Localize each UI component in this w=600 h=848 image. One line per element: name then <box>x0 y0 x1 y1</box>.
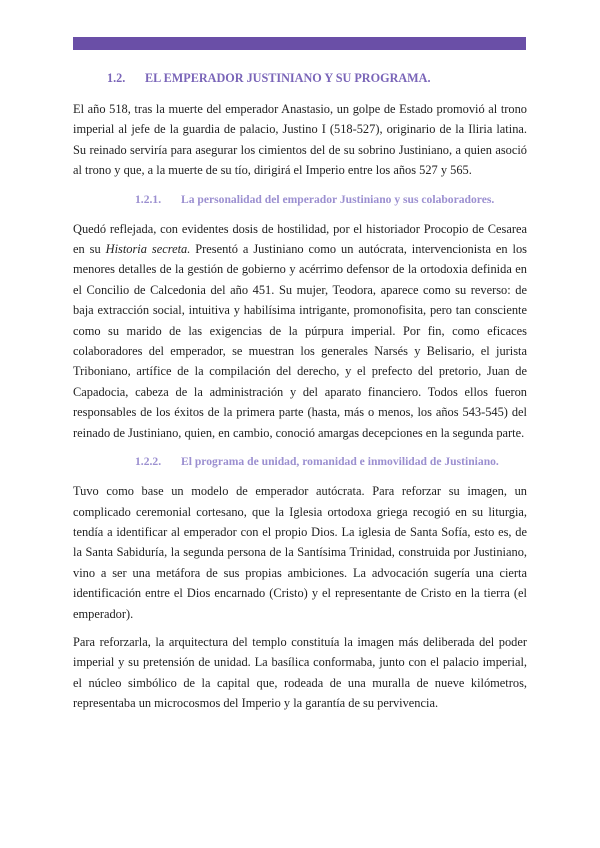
personality-text-end: Presentó a Justiniano como un autócrata, intervencionista en los menores detalles de la gestión de gobierno y acérrimo defensor de la ortodoxia definida en el Concilio de Calcedonia del año 451. Su mujer, Teodora, aparece como su reverso: de baja extracción social, intuitiva y habilísima intrigante, promonofisita, pero tan consciente como su marido de las exigencias de la púrpura imperial. Por fin, como eficaces colaboradores del emperador, se muestran los generales Narsés y Belisario, el jurista Triboniano, artífice de la compilación del derecho, y el prefecto del pretorio, Juan de Capadocia, cabeza de la administración y del aparato financiero. Todos ellos fueron responsables de los éxitos de la primera parte (hasta, más o menos, los años 543-545) del reinado de Justiniano, quien, en cambio, conoció amargas decepciones en la segunda parte. <box>73 242 527 440</box>
subsection-title-2: El programa de unidad, romanidad e inmovilidad de Justiniano. <box>181 455 499 469</box>
subsection-heading-1 <box>73 189 527 211</box>
section-heading <box>73 67 527 89</box>
header-accent-bar <box>73 37 526 50</box>
personality-text-start: Quedó reflejada, con evidentes dosis de hostilidad, por el historiador Procopio de Cesarea en su <box>73 221 527 257</box>
subsection-number-1: 1.2.1. <box>135 192 162 206</box>
section-number: 1.2. <box>107 71 126 85</box>
subsection-number-2: 1.2.2. <box>135 455 162 469</box>
document-body <box>73 67 527 722</box>
subsection-heading-2 <box>73 451 527 473</box>
program-paragraph-2: Para reforzarla, la arquitectura del templo constituía la imagen más deliberada del poder imperial y su pretensión de unidad. La basílica conformaba, junto con el palacio imperial, el núcleo simbólico de la capital que, rodeada de una muralla de nueve kilómetros, representaba un microcosmos del Imperio y la garantía de su pervivencia. <box>73 634 527 711</box>
book-title-historia-secreta: Historia secreta. <box>105 242 191 257</box>
program-paragraph-1: Tuvo como base un modelo de emperador autócrata. Para reforzar su imagen, un complicado ceremonial cortesano, que la Iglesia ortodoxa griega recogió en su liturgia, tendía a identificar al emperador con el propio Dios. La iglesia de Santa Sofía, esto es, de la Santa Sabiduría, la segunda persona de la Santísima Trinidad, construida por Justiniano, vino a ser una metáfora de sus propias ambiciones. La advocación sugería una cierta identificación entre el Dios encarnado (Cristo) y el representante de Cristo en la tierra (el emperador). <box>73 484 527 621</box>
subsection-title-1: La personalidad del emperador Justiniano y sus colaboradores. <box>181 192 495 206</box>
personality-paragraph <box>73 219 527 443</box>
section-title: EL EMPERADOR JUSTINIANO Y SU PROGRAMA. <box>145 71 431 85</box>
intro-paragraph: El año 518, tras la muerte del emperador Anastasio, un golpe de Estado promovió al trono imperial al jefe de la guardia de palacio, Justino I (518-527), originario de la Iliria latina. Su reinado serviría para asegurar los cimientos del de su sobrino Justiniano, a quien asoció al trono y que, a la muerte de su tío, dirigirá el Imperio entre los años 527 y 565. <box>73 102 527 178</box>
